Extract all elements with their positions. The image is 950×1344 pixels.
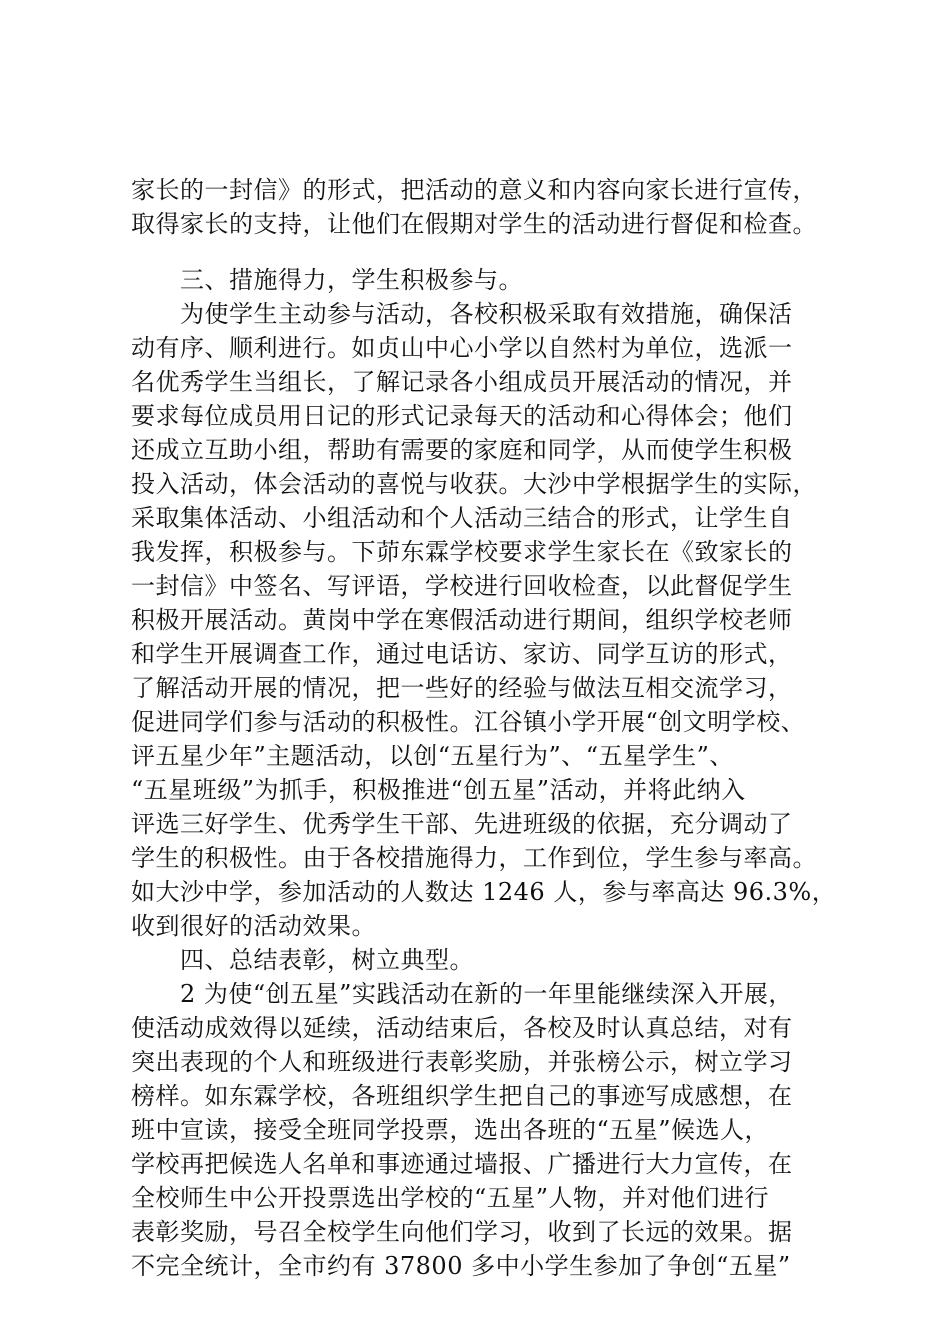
text-line: 取得家长的支持，让他们在假期对学生的活动进行督促和检查。 [131, 210, 817, 238]
text-line: 班中宣读，接受全班同学投票，选出各班的“五星”候选人， [131, 1116, 770, 1144]
text-line: 如大沙中学，参加活动的人数达 1246 人，参与率高达 96.3%， [131, 878, 837, 906]
text-line: 要求每位成员用日记的形式记录每天的活动和心得体会；他们 [131, 402, 793, 430]
text-line: 突出表现的个人和班级进行表彰奖励，并张榜公示，树立学习 [131, 1048, 793, 1076]
text-line: 还成立互助小组，帮助有需要的家庭和同学，从而使学生积极 [131, 436, 793, 464]
text-line: 投入活动，体会活动的喜悦与收获。大沙中学根据学生的实际， [131, 470, 817, 498]
text-line: 2 为使“创五星”实践活动在新的一年里能继续深入开展， [180, 980, 793, 1008]
text-line: 表彰奖励，号召全校学生向他们学习，收到了长远的效果。据 [131, 1218, 793, 1246]
text-line: 学校再把候选人名单和事迹通过墙报、广播进行大力宣传，在 [131, 1150, 793, 1178]
text-line: 学生的积极性。由于各校措施得力，工作到位，学生参与率高。 [131, 844, 817, 872]
text-line: 使活动成效得以延续，活动结束后，各校及时认真总结，对有 [131, 1014, 793, 1042]
text-line: 全校师生中公开投票选出学校的“五星”人物，并对他们进行 [131, 1184, 770, 1212]
text-line: 名优秀学生当组长，了解记录各小组成员开展活动的情况，并 [131, 368, 793, 396]
text-line: 和学生开展调查工作，通过电话访、家访、同学互访的形式， [131, 640, 793, 668]
text-line: 我发挥，积极参与。下茆东霖学校要求学生家长在《致家长的 [131, 538, 793, 566]
text-line: 为使学生主动参与活动，各校积极采取有效措施，确保活 [180, 300, 793, 328]
text-line: 采取集体活动、小组活动和个人活动三结合的形式，让学生自 [131, 504, 793, 532]
text-line: 家长的一封信》的形式，把活动的意义和内容向家长进行宣传， [131, 176, 817, 204]
text-line: 榜样。如东霖学校，各班组织学生把自己的事迹写成感想，在 [131, 1082, 793, 1110]
text-line: 评五星少年”主题活动，以创“五星行为”、“五星学生”、 [131, 742, 734, 770]
text-line: 积极开展活动。黄岗中学在寒假活动进行期间，组织学校老师 [131, 606, 793, 634]
text-line: 评选三好学生、优秀学生干部、先进班级的依据，充分调动了 [131, 810, 793, 838]
text-line: 一封信》中签名、写评语，学校进行回收检查，以此督促学生 [131, 572, 793, 600]
section-heading: 三、措施得力，学生积极参与。 [180, 266, 523, 294]
text-line: 收到很好的活动效果。 [131, 912, 376, 940]
text-line: 了解活动开展的情况，把一些好的经验与做法互相交流学习， [131, 674, 793, 702]
section-heading: 四、总结表彰，树立典型。 [180, 946, 474, 974]
text-line: 促进同学们参与活动的积极性。江谷镇小学开展“创文明学校、 [131, 708, 806, 736]
text-line: 不完全统计，全市约有 37800 多中小学生参加了争创“五星” [131, 1252, 791, 1280]
text-line: “五星班级”为抓手，积极推进“创五星”活动，并将此纳入 [131, 776, 746, 804]
text-line: 动有序、顺利进行。如贞山中心小学以自然村为单位，选派一 [131, 334, 793, 362]
